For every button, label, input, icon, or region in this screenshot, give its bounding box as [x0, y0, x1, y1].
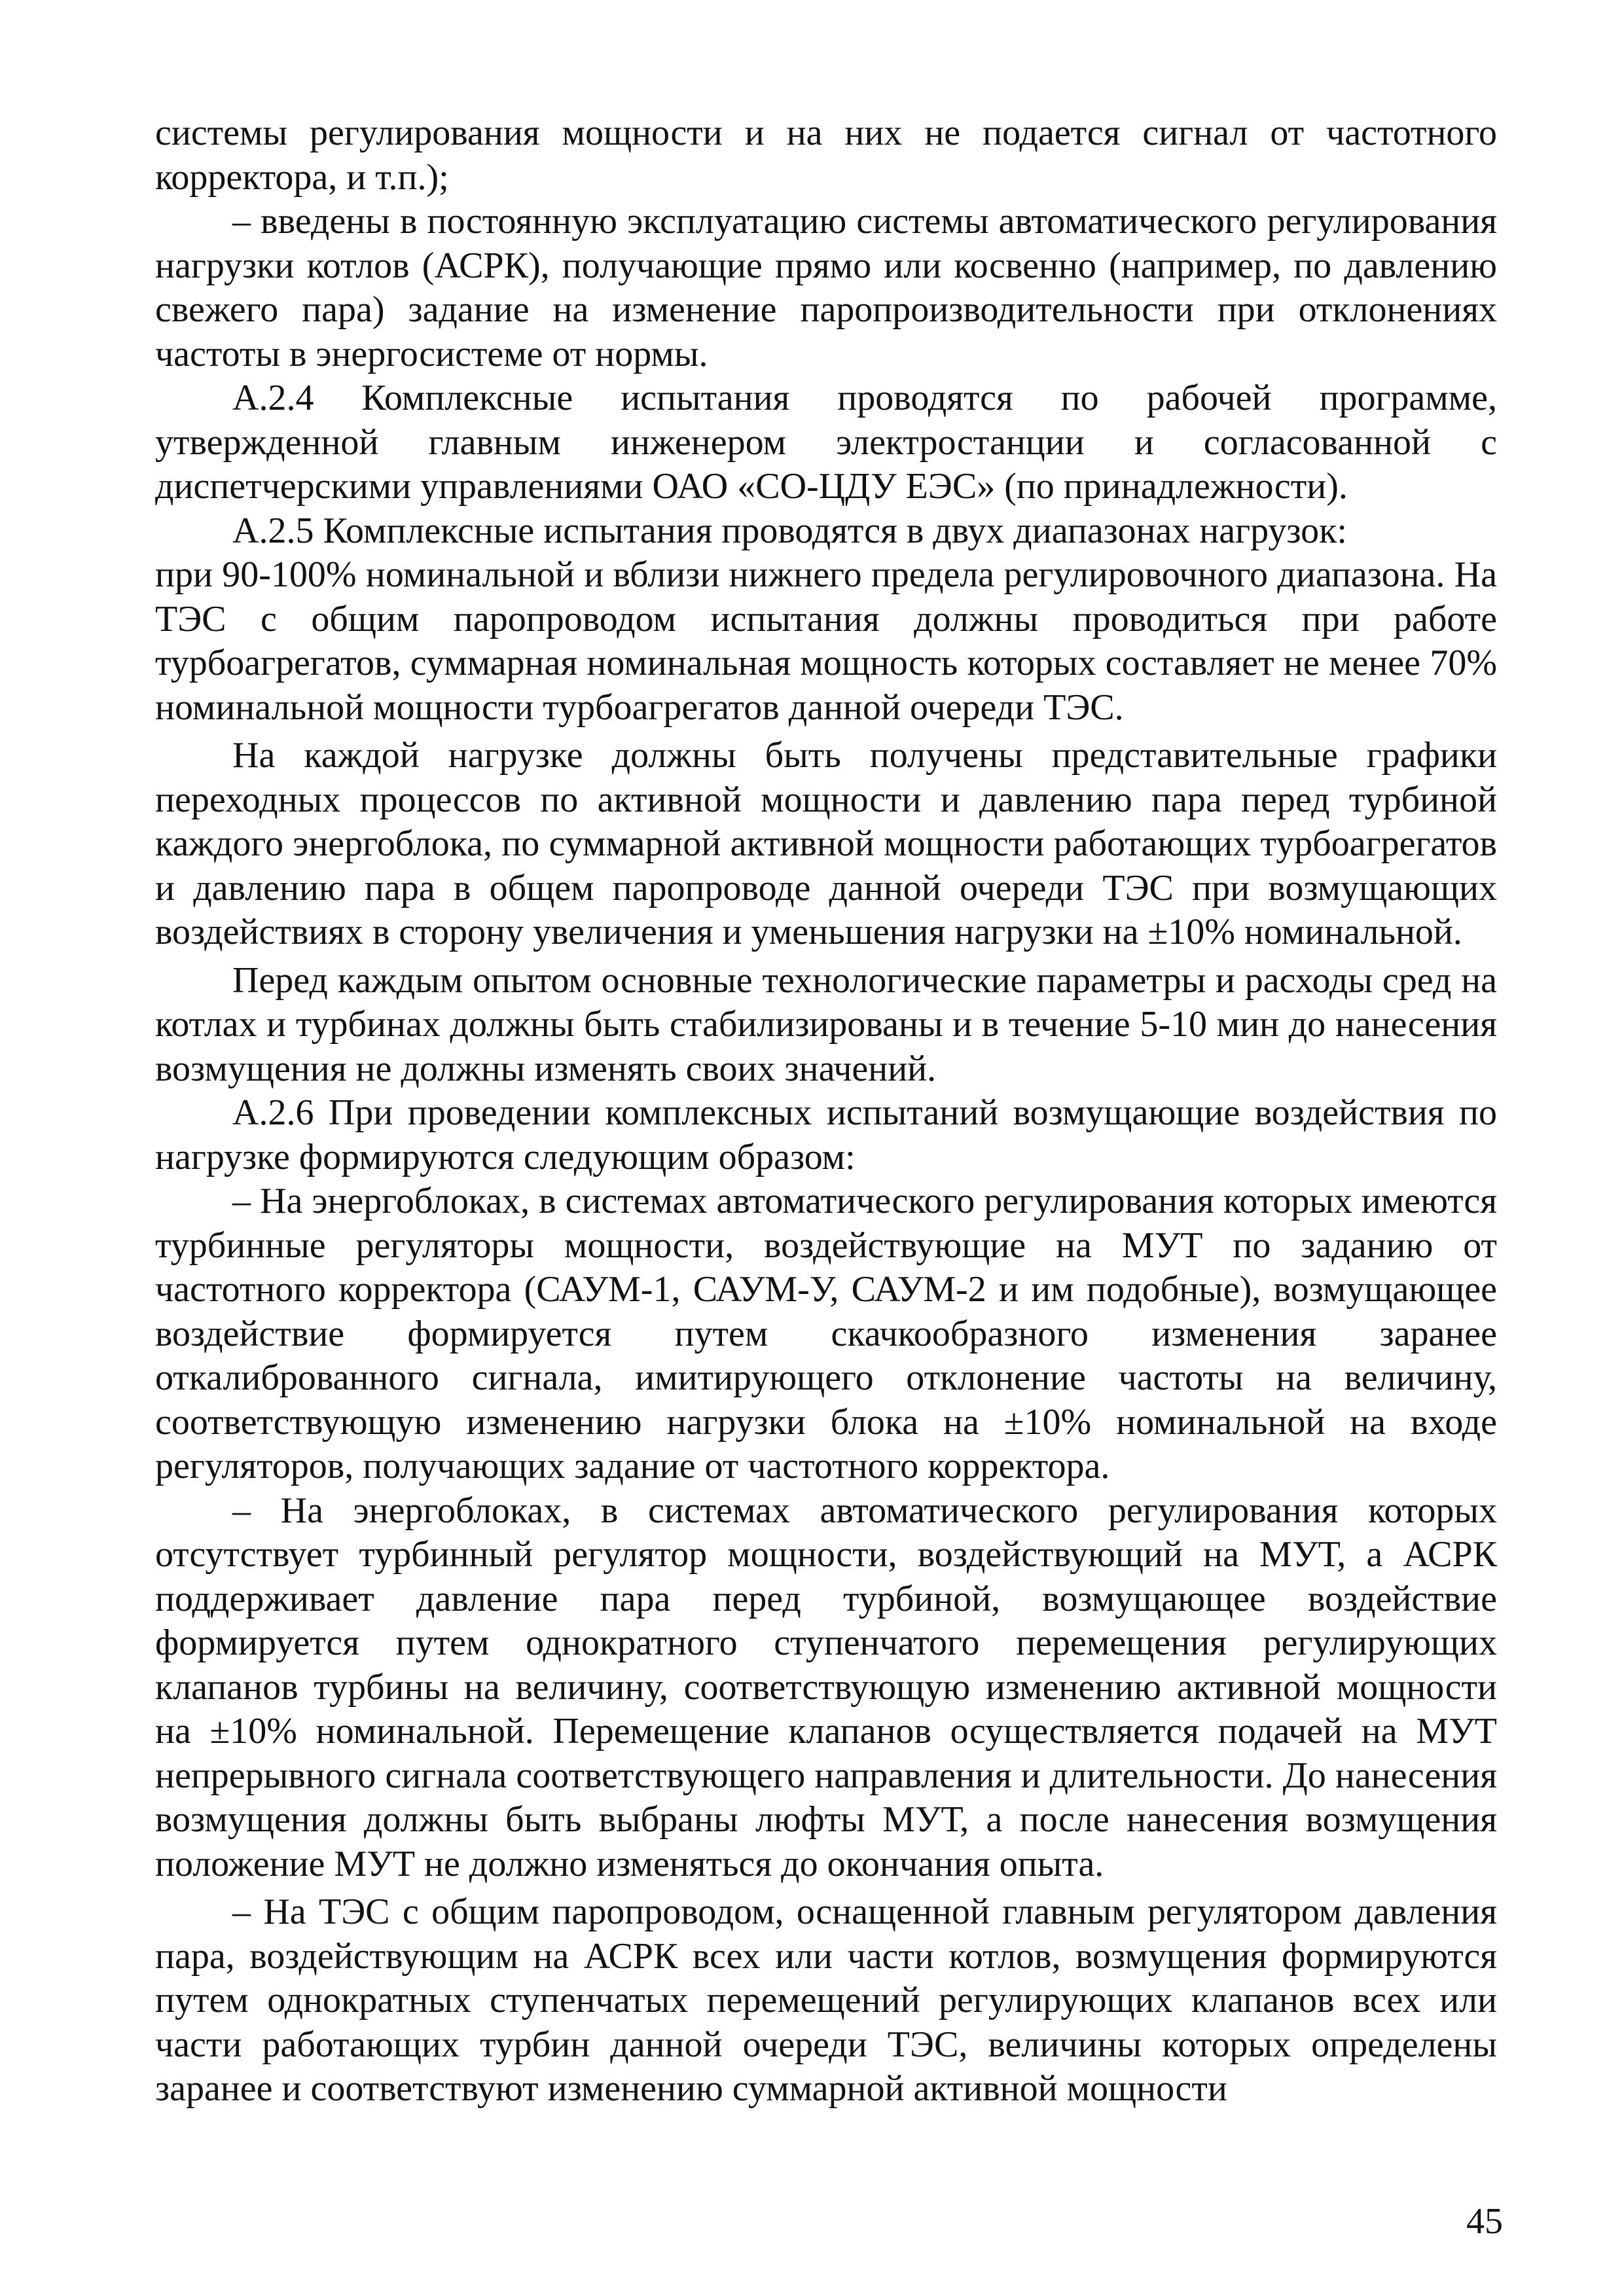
paragraph-a-2-5: А.2.5 Комплексные испытания проводятся в двух диапазонах нагрузок:	[232, 510, 1347, 551]
paragraph-asrk-item: – введены в постоянную эксплуатацию системы автоматического регулирования нагрузки котлов (АСРК), получающие прямо или косвенно (например, по давлению свежего пара) задание на изменение паропроизводительности при отклонениях частоты в энергосистеме от нормы.	[155, 201, 1497, 374]
paragraph-transient-graphs: На каждой нагрузке должны быть получены представительные графики переходных процессов по активной мощности и давлению пара перед турбиной каждого энергоблока, по суммарной активной мощности работающих турбоагрегатов и давлению пара в общем паропроводе данной очереди ТЭС при возмущающих воздействиях в сторону увеличения и уменьшения нагрузки на ±10% номинальной.	[155, 735, 1497, 952]
page-body	[155, 111, 1497, 2111]
paragraph-load-ranges: при 90-100% номинальной и вблизи нижнего предела регулировочного диапазона. На ТЭС с общим паропроводом испытания должны проводиться при работе турбоагрегатов, суммарная номинальная мощность которых составляет не менее 70% номинальной мощности турбоагрегатов данной очереди ТЭС.	[155, 554, 1497, 728]
paragraph-item-common-steam-line: – На ТЭС с общим паропроводом, оснащенной главным регулятором давления пара, воздействующим на АСРК всех или части котлов, возмущения формируются путем однократных ступенчатых перемещений регулирующих клапанов всех или части работающих турбин данной очереди ТЭС, величины которых определены заранее и соответствуют изменению суммарной активной мощности	[155, 1892, 1497, 2109]
page-number: 45	[1466, 2201, 1503, 2242]
paragraph-continuation: системы регулирования мощности и на них не подается сигнал от частотного корректора, и т.п.);	[155, 113, 1497, 198]
paragraph-item-turbine-regulators: – На энергоблоках, в системах автоматического регулирования которых имеются турбинные регуляторы мощности, воздействующие на МУТ по заданию от частотного корректора (САУМ-1, САУМ-У, САУМ-2 и им подобные), возмущающее воздействие формируется путем скачкообразного изменения заранее откалиброванного сигнала, имитирующего отклонение частоты на величину, соответствующую изменению нагрузки блока на ±10% номинальной на входе регуляторов, получающих задание от частотного корректора.	[155, 1181, 1497, 1486]
paragraph-a-2-4: А.2.4 Комплексные испытания проводятся по рабочей программе, утвержденной главным инженером электростанции и согласованной с диспетчерскими управлениями ОАО «СО-ЦДУ ЕЭС» (по принадлежности).	[155, 378, 1497, 507]
paragraph-a-2-6: А.2.6 При проведении комплексных испытаний возмущающие воздействия по нагрузке формируются следующим образом:	[155, 1092, 1497, 1177]
paragraph-stabilization: Перед каждым опытом основные технологические параметры и расходы сред на котлах и турбинах должны быть стабилизированы и в течение 5-10 мин до нанесения возмущения не должны изменять своих значений.	[155, 960, 1497, 1089]
paragraph-item-no-turbine-regulator: – На энергоблоках, в системах автоматического регулирования которых отсутствует турбинный регулятор мощности, воздействующий на МУТ, а АСРК поддерживает давление пара перед турбиной, возмущающее воздействие формируется путем однократного ступенчатого перемещения регулирующих клапанов турбины на величину, соответствующую изменению активной мощности на ±10% номинальной. Перемещение клапанов осуществляется подачей на МУТ непрерывного сигнала соответствующего направления и длительности. До нанесения возмущения должны быть выбраны люфты МУТ, а после нанесения возмущения положение МУТ не должно изменяться до окончания опыта.	[155, 1490, 1497, 1884]
